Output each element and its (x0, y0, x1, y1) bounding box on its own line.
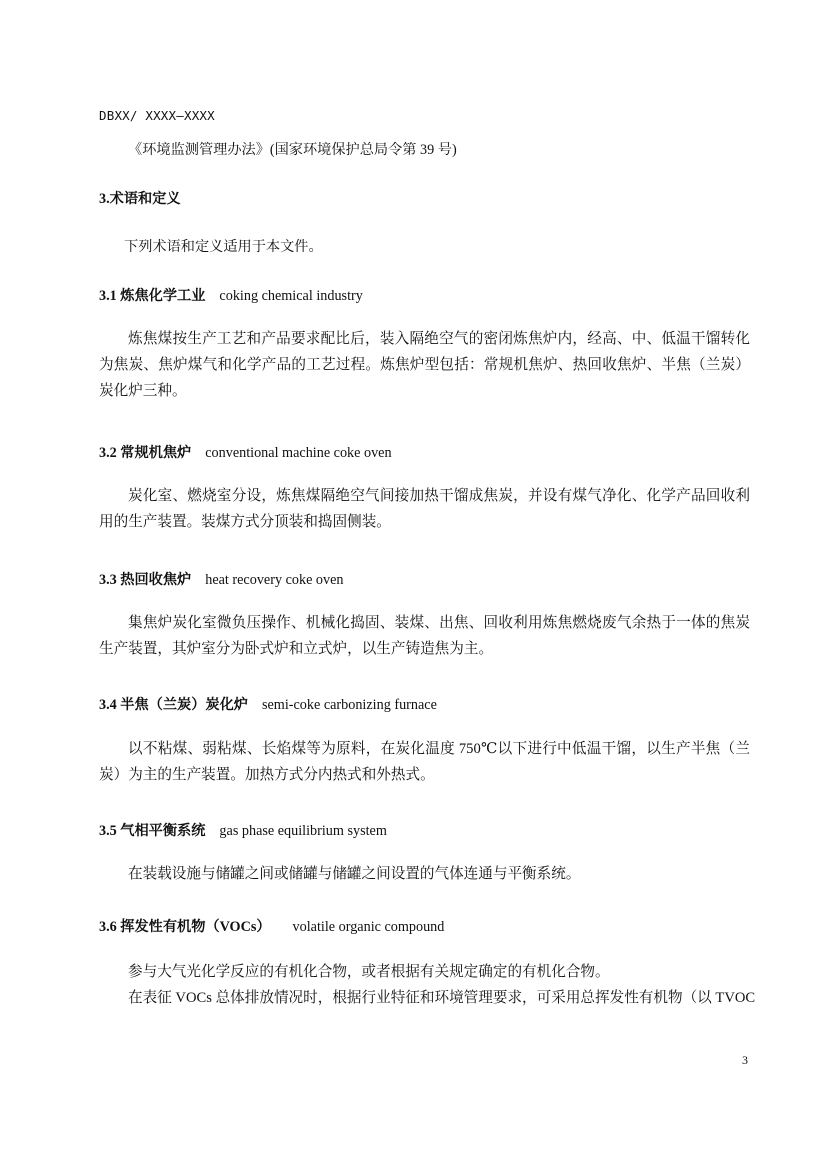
term-heading-en: coking chemical industry (219, 288, 363, 304)
term-heading (99, 916, 444, 936)
term-definition-text: 在装载设施与储罐之间或储罐与储罐之间设置的气体连通与平衡系统。 (128, 866, 581, 882)
section-title-text: 3.术语和定义 (99, 191, 181, 207)
term-heading (99, 569, 344, 589)
term-definition (99, 326, 750, 404)
section-title (99, 188, 181, 208)
term-heading-zh: 3.1 炼焦化学工业 (99, 288, 206, 304)
term-definition-text: 炼焦煤按生产工艺和产品要求配比后，装入隔绝空气的密闭炼焦炉内，经高、中、低温干馏转化为焦炭、焦炉煤气和化学产品的工艺过程。炼焦炉型包括：常规机焦炉、热回收焦炉、半焦（兰炭）炭化炉三种。 (99, 331, 750, 399)
reference-line: 《环境监测管理办法》(国家环境保护总局令第 39 号) (128, 142, 457, 158)
term-heading-zh: 3.6 挥发性有机物（VOCs） (99, 919, 271, 935)
term-heading-zh: 3.5 气相平衡系统 (99, 823, 206, 839)
term-heading-zh: 3.4 半焦（兰炭）炭化炉 (99, 697, 248, 713)
term-heading (99, 820, 387, 840)
term-definition (99, 736, 750, 788)
term-definition-text: 集焦炉炭化室微负压操作、机械化捣固、装煤、出焦、回收利用炼焦燃烧废气余热于一体的焦炭生产装置，其炉室分为卧式炉和立式炉，以生产铸造焦为主。 (99, 615, 750, 657)
term-definition-text: 炭化室、燃烧室分设，炼焦煤隔绝空气间接加热干馏成焦炭，并设有煤气净化、化学产品回收利用的生产装置。装煤方式分顶装和捣固侧装。 (99, 488, 750, 530)
document-code: DBXX/ XXXX—XXXX (99, 108, 215, 123)
term-heading-en: gas phase equilibrium system (219, 823, 387, 839)
term-heading-en: volatile organic compound (292, 919, 445, 935)
term-heading (99, 694, 437, 714)
term-heading-zh: 3.3 热回收焦炉 (99, 572, 192, 588)
page-number: 3 (742, 1053, 748, 1067)
term-heading-zh: 3.2 常规机焦炉 (99, 445, 192, 461)
term-definition (99, 610, 750, 662)
term-definition (99, 483, 750, 535)
term-heading-en: semi-coke carbonizing furnace (261, 697, 437, 713)
term-definition (99, 959, 756, 1011)
term-heading (99, 442, 392, 462)
term-heading-en: heat recovery coke oven (205, 572, 344, 588)
term-heading (99, 285, 363, 305)
section-intro: 下列术语和定义适用于本文件。 (124, 239, 323, 255)
term-definition-text: 参与大气光化学反应的有机化合物，或者根据有关规定确定的有机化合物。 (128, 964, 610, 980)
term-definition-text: 以不粘煤、弱粘煤、长焰煤等为原料，在炭化温度 750℃以下进行中低温干馏，以生产半焦（兰炭）为主的生产装置。加热方式分内热式和外热式。 (99, 741, 750, 783)
term-heading-en: conventional machine coke oven (205, 445, 392, 461)
term-definition-text-2: 在表征 VOCs 总体排放情况时，根据行业特征和环境管理要求，可采用总挥发性有机物（以 TVOC (128, 990, 756, 1006)
term-definition (99, 861, 750, 887)
